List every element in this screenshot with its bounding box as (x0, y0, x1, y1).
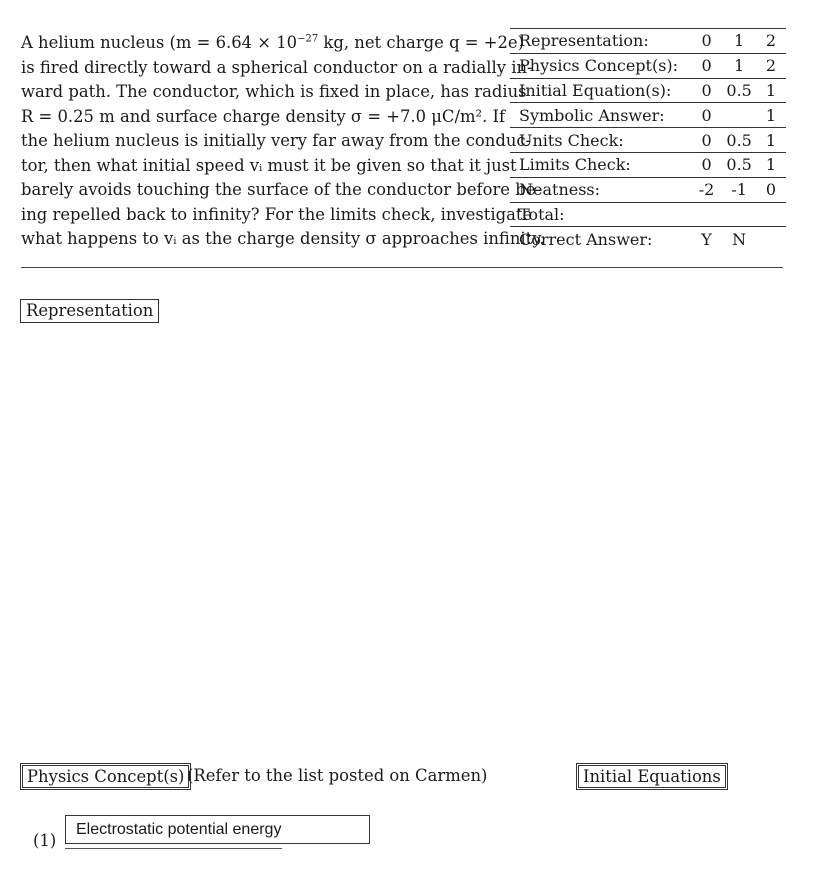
rubric-label: Symbolic Answer: (510, 103, 691, 128)
rubric-label: Physics Concept(s): (510, 53, 691, 78)
rubric-score: -2 (691, 177, 722, 202)
rubric-score: N (722, 227, 756, 251)
rubric-score: 0 (756, 177, 786, 202)
problem-line-5: the helium nucleus is initially very far away from the conduc- (21, 131, 532, 150)
rubric-score: 0.5 (722, 128, 756, 153)
rubric-score: 1 (722, 29, 756, 54)
problem-line-6: tor, then what initial speed vᵢ must it be given so that it just (21, 155, 517, 175)
rubric-score (756, 202, 786, 227)
rubric-row (510, 227, 786, 251)
rubric-score: 2 (756, 29, 786, 54)
rubric-row (510, 78, 786, 103)
rubric-score (722, 103, 756, 128)
problem-line-3: ward path. The conductor, which is fixed in place, has radius (21, 82, 527, 101)
rubric-score: 2 (756, 53, 786, 78)
rubric-score: 1 (756, 103, 786, 128)
rubric-score: 0 (691, 103, 722, 128)
concept-underline (65, 848, 282, 849)
initial-equations-label: Initial Equations (576, 763, 728, 790)
rubric-label: Limits Check: (510, 152, 691, 177)
rubric-score: Y (691, 227, 722, 251)
physics-concepts-label: Physics Concept(s) (20, 763, 191, 790)
problem-line-1: A helium nucleus ($m = 6.64 \times 10^{-27}$ kg, net charge q = +2e) (21, 33, 524, 52)
rubric-score (756, 227, 786, 251)
rubric-label: Initial Equation(s): (510, 78, 691, 103)
rubric-row (510, 202, 786, 227)
rubric-row (510, 29, 786, 54)
rubric-score: 0.5 (722, 152, 756, 177)
rubric-label: Total: (510, 202, 691, 227)
rubric-row (510, 103, 786, 128)
rubric-label: Units Check: (510, 128, 691, 153)
rubric-label: Correct Answer: (510, 227, 691, 251)
exponent: −27 (297, 33, 319, 45)
rubric-score (722, 202, 756, 227)
problem-line-7: barely avoids touching the surface of the conductor before be- (21, 180, 541, 199)
rubric-score: 0 (691, 128, 722, 153)
rubric-score: 0 (691, 78, 722, 103)
rubric-score: 0 (691, 152, 722, 177)
concept-input[interactable]: Electrostatic potential energy (65, 815, 370, 844)
problem-line-9: what happens to vᵢ as the charge density σ approaches infinity. (21, 229, 545, 248)
rubric-row (510, 177, 786, 202)
problem-line-2: is fired directly toward a spherical conductor on a radially in- (21, 57, 533, 77)
rubric-score (691, 202, 722, 227)
problem-line-4: R = 0.25 m and surface charge density σ = +7.0 μC/m². If (21, 106, 506, 126)
rubric-score: 1 (722, 53, 756, 78)
representation-label: Representation (20, 299, 159, 323)
rubric-label: Neatness: (510, 177, 691, 202)
problem-line-8: ing repelled back to infinity? For the limits check, investigate (21, 204, 533, 224)
rubric-label: Representation: (510, 29, 691, 54)
section-divider (21, 267, 783, 268)
rubric-score: 1 (756, 128, 786, 153)
rubric-row (510, 152, 786, 177)
rubric-row (510, 53, 786, 78)
rubric-score: 1 (756, 152, 786, 177)
physics-concepts-note: (Refer to the list posted on Carmen) (187, 766, 488, 785)
rubric-score: 0 (691, 53, 722, 78)
grading-rubric (510, 28, 786, 251)
concept-number: (1) (33, 831, 57, 850)
rubric-row (510, 128, 786, 153)
rubric-score: -1 (722, 177, 756, 202)
rubric-score: 0 (691, 29, 722, 54)
rubric-score: 0.5 (722, 78, 756, 103)
rubric-score: 1 (756, 78, 786, 103)
